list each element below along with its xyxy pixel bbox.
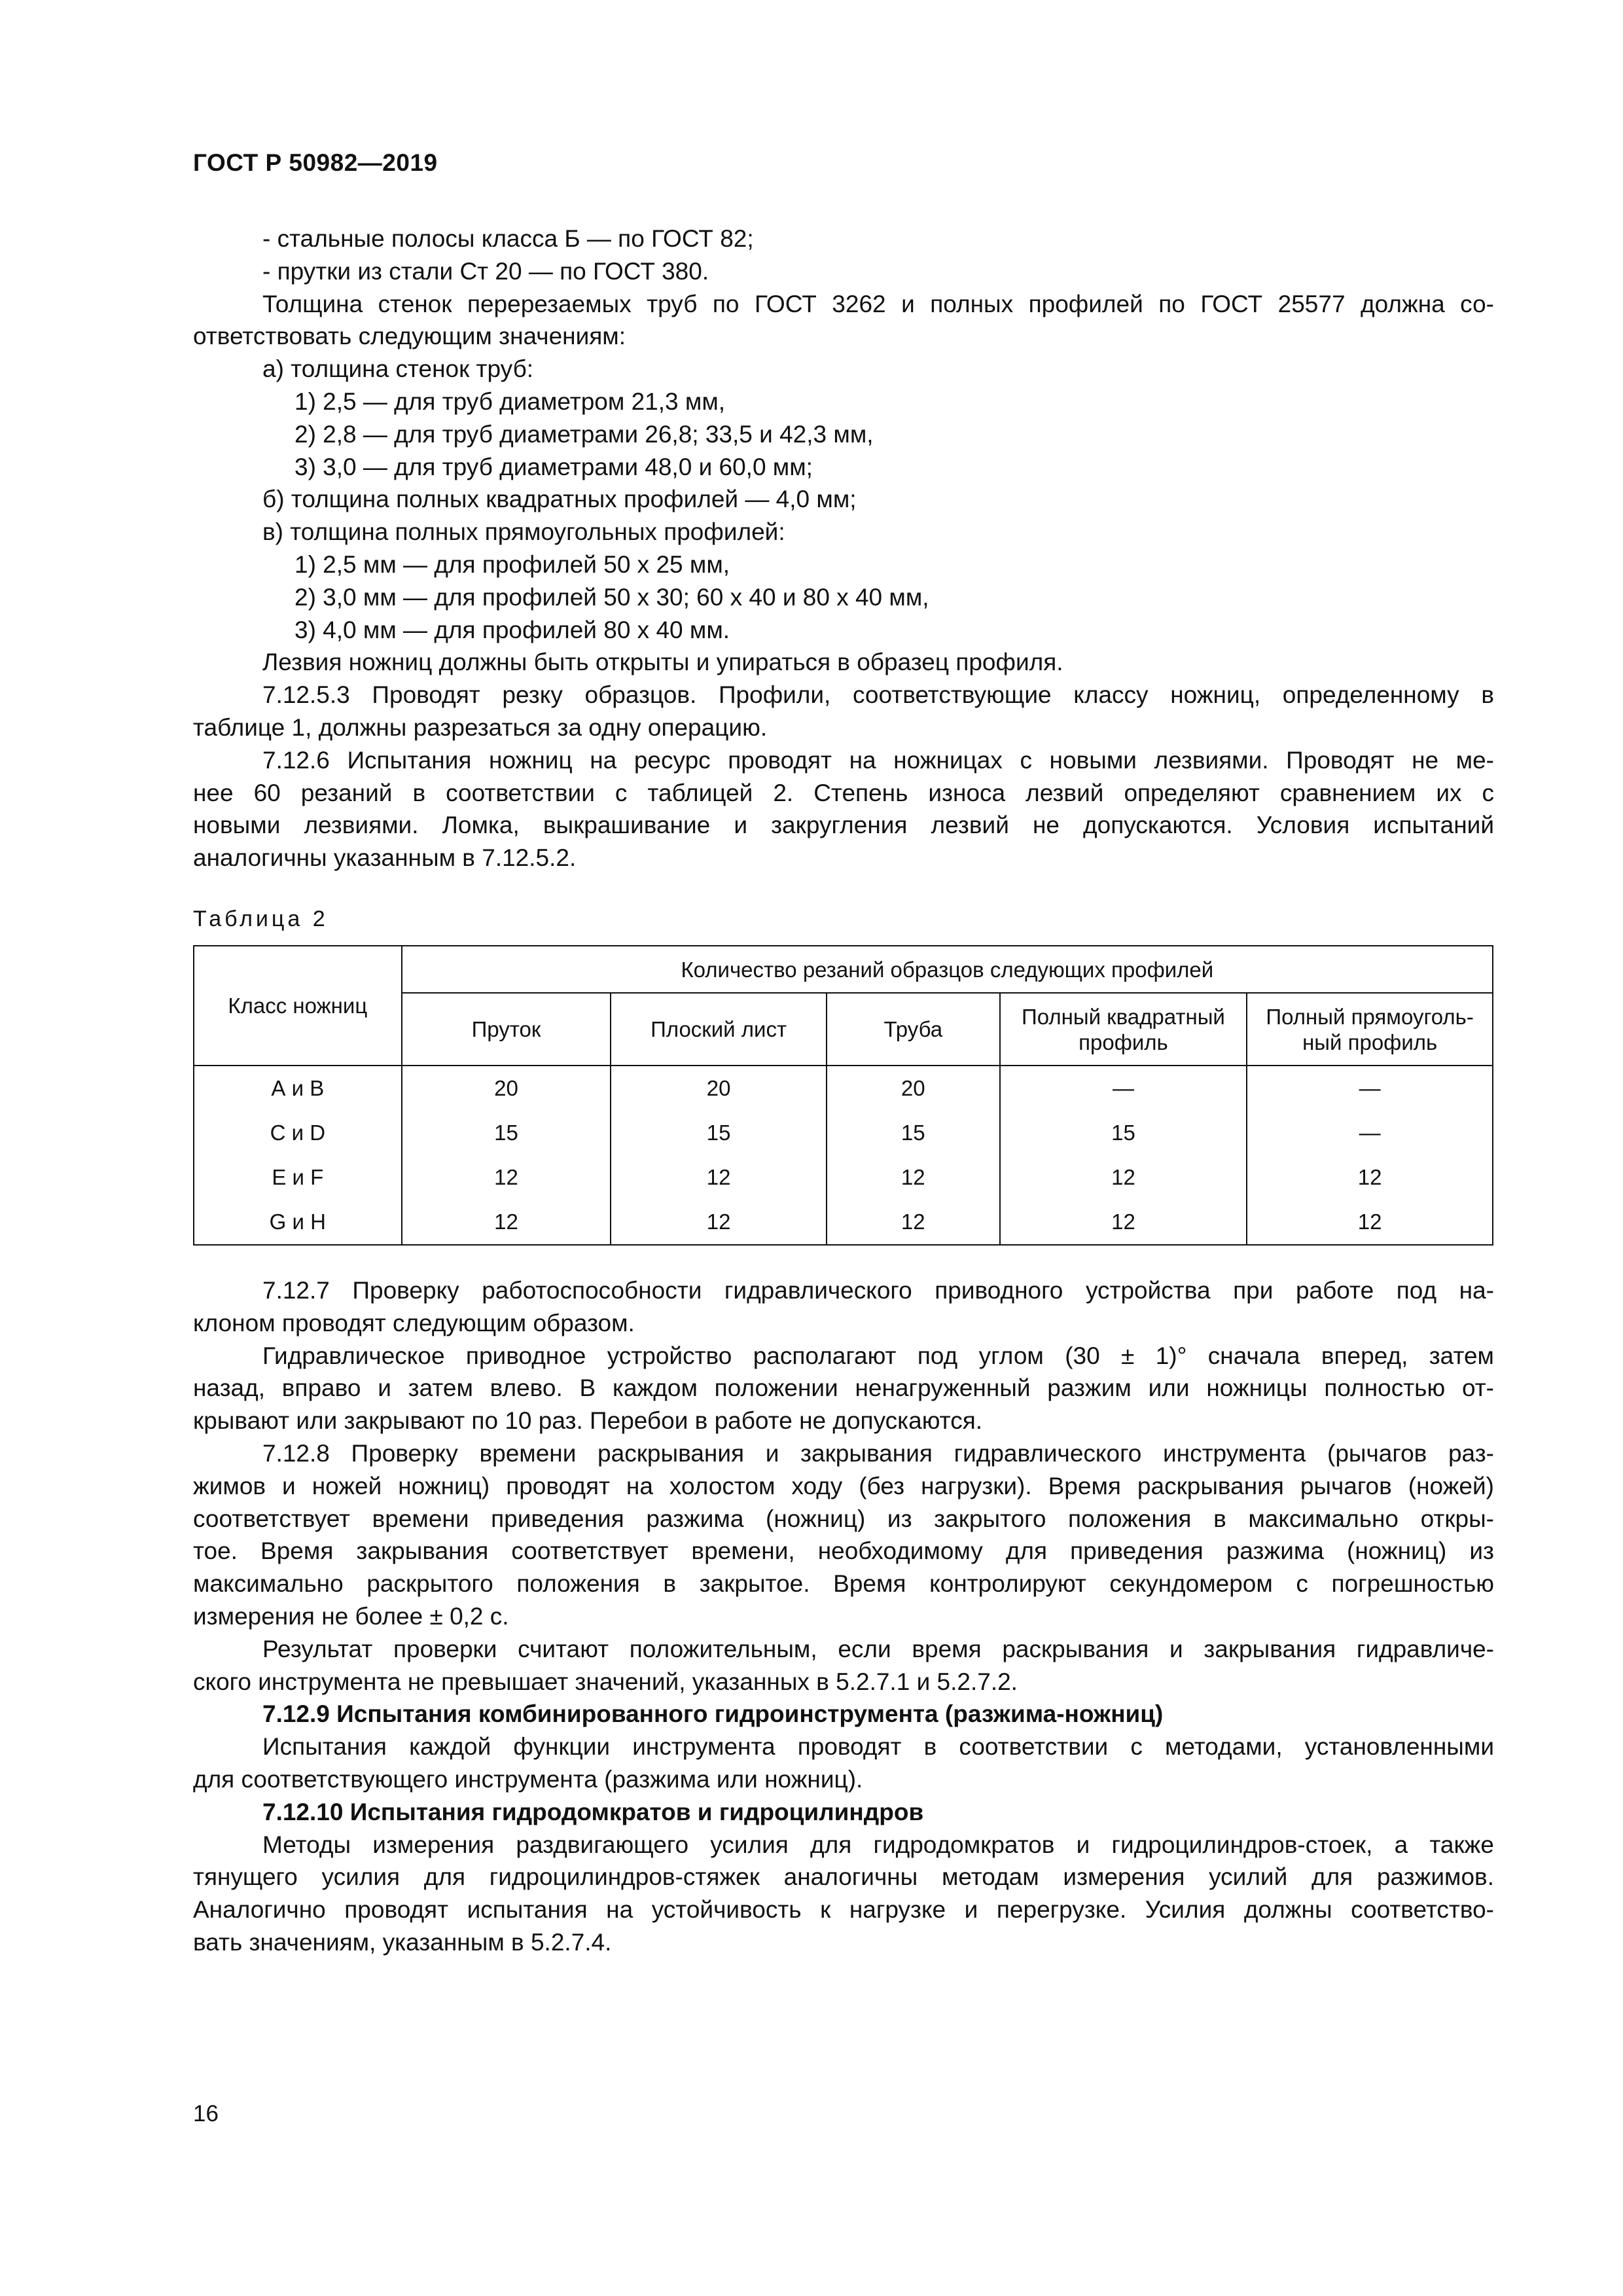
column-header: Пруток	[402, 993, 611, 1066]
text-line: ответствовать следующим значениям:	[193, 323, 626, 350]
text-line: ского инструмента не превышает значений, указанных в 5.2.7.1 и 5.2.7.2.	[193, 1668, 1018, 1695]
text-line: для соответствующего инструмента (разжима или ножниц).	[193, 1765, 863, 1793]
table-row	[194, 1155, 1493, 1200]
text-line: Методы измерения раздвигающего усилия для гидродомкратов и гидроцилиндров-стоек, а также	[262, 1831, 1494, 1858]
body-text-top	[193, 223, 1494, 874]
table-cell-class: G и H	[194, 1200, 402, 1245]
table-cell: 12	[402, 1200, 611, 1245]
text-line: 1) 2,5 — для труб диаметром 21,3 мм,	[294, 387, 726, 415]
text-line: а) толщина стенок труб:	[262, 355, 534, 383]
table-cell: —	[1247, 1111, 1493, 1155]
text-line: максимально раскрытого положения в закрытое. Время контролируют секундомером с погрешностью	[193, 1570, 1494, 1598]
table-cell: 12	[402, 1155, 611, 1200]
text-line: 1) 2,5 мм — для профилей 50 х 25 мм,	[294, 550, 730, 578]
text-line: 7.12.5.3 Проводят резку образцов. Профили, соответствующие классу ножниц, определенному в	[262, 681, 1494, 709]
text-line: б) толщина полных квадратных профилей — 4,0 мм;	[262, 486, 857, 513]
text-line: - стальные полосы класса Б — по ГОСТ 82;	[262, 225, 754, 252]
column-group-header: Количество резаний образцов следующих профилей	[402, 946, 1493, 993]
table-cell: 12	[827, 1200, 1000, 1245]
table-row	[194, 1066, 1493, 1111]
table-cell: 12	[1000, 1200, 1247, 1245]
table-cell: 12	[611, 1200, 827, 1245]
table-cell: 20	[402, 1066, 611, 1111]
section-heading: 7.12.9 Испытания комбинированного гидроинструмента (разжима-ножниц)	[262, 1700, 1164, 1728]
text-line: 2) 3,0 мм — для профилей 50 х 30; 60 х 40 и 80 х 40 мм,	[294, 583, 929, 611]
table-cell-class: Е и F	[194, 1155, 402, 1200]
column-header: Полный квадратный профиль	[1000, 993, 1247, 1066]
text-line: новыми лезвиями. Ломка, выкрашивание и закругления лезвий не допускаются. Условия испытаний	[193, 812, 1494, 839]
table-cell: 15	[827, 1111, 1000, 1155]
column-header: Полный прямоуголь-ный профиль	[1247, 993, 1493, 1066]
text-line: таблице 1, должны разрезаться за одну операцию.	[193, 713, 768, 741]
text-line: измерения не более ± 0,2 с.	[193, 1602, 509, 1630]
text-line: 3) 4,0 мм — для профилей 80 х 40 мм.	[294, 616, 730, 643]
text-line: аналогичны указанным в 7.12.5.2.	[193, 844, 577, 872]
table-cell: 20	[611, 1066, 827, 1111]
text-line: Толщина стенок перерезаемых труб по ГОСТ 3262 и полных профилей по ГОСТ 25577 должна со-	[262, 290, 1494, 317]
body-text-bottom	[193, 1274, 1494, 1959]
text-line: 7.12.8 Проверку времени раскрывания и закрывания гидравлического инструмента (рычагов раз-	[262, 1439, 1494, 1467]
text-line: Лезвия ножниц должны быть открыты и упираться в образец профиля.	[262, 649, 1063, 676]
text-line: нее 60 резаний в соответствии с таблицей 2. Степень износа лезвий определяют сравнением их с	[193, 779, 1494, 806]
table-cell: 12	[1247, 1155, 1493, 1200]
table-cell-class: А и В	[194, 1066, 402, 1111]
text-line: тое. Время закрывания соответствует времени, необходимому для приведения разжима (ножниц) из	[193, 1537, 1494, 1565]
text-line: жимов и ножей ножниц) проводят на холостом ходу (без нагрузки). Время раскрывания рычагов (ножей)	[193, 1472, 1494, 1499]
column-header-class: Класс ножниц	[194, 946, 402, 1066]
table-cell: 12	[1000, 1155, 1247, 1200]
text-line: соответствует времени приведения разжима (ножниц) из закрытого положения в максимально откры-	[193, 1505, 1494, 1532]
text-line: 3) 3,0 — для труб диаметрами 48,0 и 60,0 мм;	[294, 453, 813, 480]
text-line: Гидравлическое приводное устройство располагают под углом (30 ± 1)° сначала вперед, затем	[262, 1342, 1494, 1369]
table-cell: 12	[611, 1155, 827, 1200]
table-cell: 12	[1247, 1200, 1493, 1245]
table-cell: 12	[827, 1155, 1000, 1200]
table-cell: —	[1000, 1066, 1247, 1111]
page-number: 16	[193, 2101, 219, 2126]
table-cell: 15	[611, 1111, 827, 1155]
text-line: назад, вправо и затем влево. В каждом положении ненагруженный разжим или ножницы полностью от-	[193, 1374, 1494, 1402]
table-cell: 20	[827, 1066, 1000, 1111]
section-heading: 7.12.10 Испытания гидродомкратов и гидроцилиндров	[262, 1798, 924, 1825]
text-line: 7.12.6 Испытания ножниц на ресурс проводят на ножницах с новыми лезвиями. Проводят не ме-	[262, 746, 1494, 774]
table-cell-class: С и D	[194, 1111, 402, 1155]
table-caption: Таблица 2	[193, 906, 329, 931]
text-line: Результат проверки считают положительным, если время раскрывания и закрывания гидравличе-	[262, 1635, 1494, 1662]
table-row	[194, 1200, 1493, 1245]
text-line: вать значениям, указанным в 5.2.7.4.	[193, 1928, 612, 1956]
text-line: 2) 2,8 — для труб диаметрами 26,8; 33,5 и 42,3 мм,	[294, 420, 874, 448]
text-line: клоном проводят следующим образом.	[193, 1309, 635, 1336]
text-line: Аналогично проводят испытания на устойчивость к нагрузке и перегрузке. Усилия должны соответство-	[193, 1896, 1494, 1924]
text-line: в) толщина полных прямоугольных профилей:	[262, 518, 785, 546]
table-cell: —	[1247, 1066, 1493, 1111]
text-line: тянущего усилия для гидроцилиндров-стяжек аналогичны методам измерения усилий для разжимов.	[193, 1863, 1494, 1891]
text-line: крывают или закрывают по 10 раз. Перебои в работе не допускаются.	[193, 1407, 983, 1435]
text-line: Испытания каждой функции инструмента проводят в соответствии с методами, установленными	[262, 1733, 1494, 1761]
document-code-header: ГОСТ Р 50982—2019	[193, 149, 438, 176]
column-header: Плоский лист	[611, 993, 827, 1066]
text-line: - прутки из стали Ст 20 — по ГОСТ 380.	[262, 257, 709, 285]
column-header: Труба	[827, 993, 1000, 1066]
table-row	[194, 1111, 1493, 1155]
cuts-count-table	[193, 945, 1493, 1246]
table-cell: 15	[402, 1111, 611, 1155]
table-cell: 15	[1000, 1111, 1247, 1155]
text-line: 7.12.7 Проверку работоспособности гидравлического приводного устройства при работе под на-	[262, 1277, 1494, 1304]
